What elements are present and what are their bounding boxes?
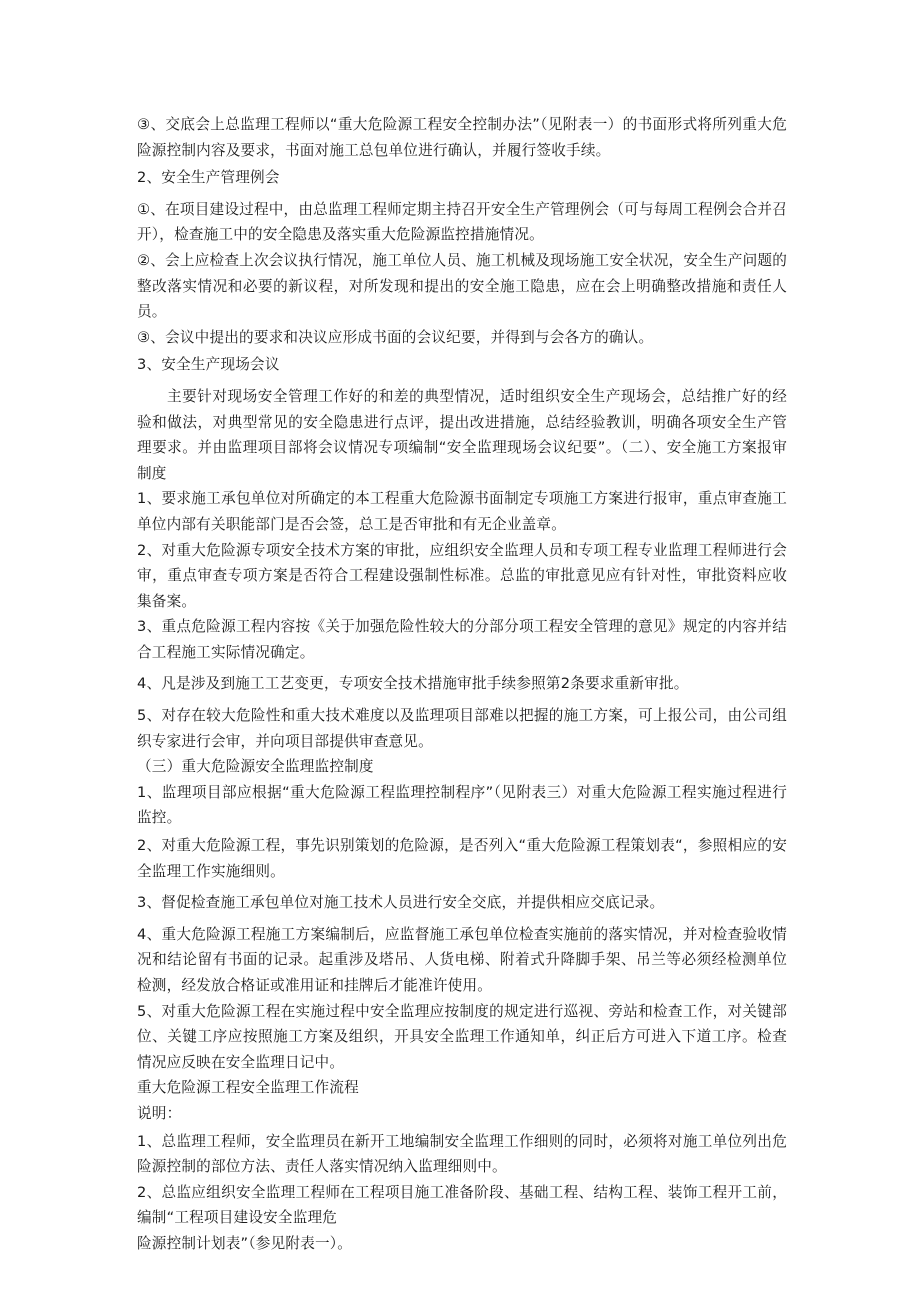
label-explanation: 说明： — [137, 1104, 182, 1122]
paragraph-meeting-1: ①、在项目建设过程中，由总监理工程师定期主持召开安全生产管理例会（可与每周工程例会合并召开），检查施工中的安全隐患及落实重大危险源监控措施情况。 — [137, 200, 787, 244]
heading-monitoring-system: （三）重大危险源安全监理监控制度 — [137, 758, 374, 776]
paragraph-explanation-2: 2、总监应组织安全监理工程师在工程项目施工准备阶段、基础工程、结构工程、装饰工程开工前，编制“工程项目建设安全监理危 — [137, 1183, 787, 1227]
paragraph-meeting-3: ③、会议中提出的要求和决议应形成书面的会议纪要，并得到与会各方的确认。 — [137, 328, 654, 346]
document-body — [137, 112, 787, 1257]
paragraph-monitor-1: 1、监理项目部应根据“重大危险源工程监理控制程序”（见附表三）对重大危险源工程实施过程进行监控。 — [137, 783, 787, 827]
paragraph-review-4: 4、凡是涉及到施工工艺变更，专项安全技术措施审批手续参照第2条要求重新审批。 — [137, 675, 689, 693]
heading-safety-meeting: 2、安全生产管理例会 — [137, 169, 280, 187]
paragraph-handover-confirmation: ③、交底会上总监理工程师以“重大危险源工程安全控制办法”（见附表一）的书面形式将所列重大危险源控制内容及要求，书面对施工总包单位进行确认，并履行签收手续。 — [137, 116, 787, 159]
paragraph-review-3: 3、重点危险源工程内容按《关于加强危险性较大的分部分项工程安全管理的意见》规定的内容并结合工程施工实际情况确定。 — [137, 618, 787, 661]
paragraph-monitor-3: 3、督促检查施工承包单位对施工技术人员进行安全交底，并提供相应交底记录。 — [137, 894, 665, 912]
paragraph-review-2: 2、对重大危险源专项安全技术方案的审批，应组织安全监理人员和专项工程专业监理工程师进行会审，重点审查专项方案是否符合工程建设强制性标准。总监的审批意见应有针对性，审批资料应收集备案。 — [137, 541, 787, 610]
heading-workflow: 重大危险源工程安全监理工作流程 — [137, 1079, 359, 1097]
paragraph-review-1: 1、要求施工承包单位对所确定的本工程重大危险源书面制定专项施工方案进行报审，重点审查施工单位内部有关职能部门是否会签，总工是否审批和有无企业盖章。 — [137, 490, 787, 533]
paragraph-monitor-4: 4、重大危险源工程施工方案编制后，应监督施工承包单位检查实施前的落实情况，并对检查验收情况和结论留有书面的记录。起重涉及塔吊、人货电梯、附着式升降脚手架、吊兰等必须经检测单位检测，经发放合格证或准用证和挂牌后才能准许使用。 — [137, 925, 787, 994]
paragraph-review-5: 5、对存在较大危险性和重大技术难度以及监理项目部难以把握的施工方案，可上报公司，由公司组织专家进行会审，并向项目部提供审查意见。 — [137, 707, 787, 750]
paragraph-monitor-5: 5、对重大危险源工程在实施过程中安全监理应按制度的规定进行巡视、旁站和检查工作，对关键部位、关键工序应按照施工方案及组织，开具安全监理工作通知单，纠正后方可进入下道工序。检查情况应反映在安全监理日记中。 — [137, 1002, 787, 1071]
paragraph-meeting-2: ②、会上应检查上次会议执行情况，施工单位人员、施工机械及现场施工安全状况，安全生产问题的整改落实情况和必要的新议程，对所发现和提出的安全施工隐患，应在会上明确整改措施和责任人员。 — [137, 251, 787, 321]
paragraph-monitor-2: 2、对重大危险源工程，事先识别策划的危险源，是否列入“重大危险源工程策划表“，参照相应的安全监理工作实施细则。 — [137, 837, 787, 880]
heading-site-meeting: 3、安全生产现场会议 — [137, 356, 280, 374]
paragraph-explanation-2-cont: 险源控制计划表”（参见附表一）。 — [137, 1234, 353, 1252]
paragraph-explanation-1: 1、总监理工程师，安全监理员在新开工地编制安全监理工作细则的同时，必须将对施工单位列出危险源控制的部位方法、责任人落实情况纳入监理细则中。 — [137, 1132, 787, 1176]
paragraph-site-meeting: 主要针对现场安全管理工作好的和差的典型情况，适时组织安全生产现场会，总结推广好的经验和做法，对典型常见的安全隐患进行点评，提出改进措施，总结经验教训，明确各项安全生产管理要求。并由监理项目部将会议情况专项编制“安全监理现场会议纪要”。（二）、安全施工方案报审制度 — [137, 387, 787, 482]
